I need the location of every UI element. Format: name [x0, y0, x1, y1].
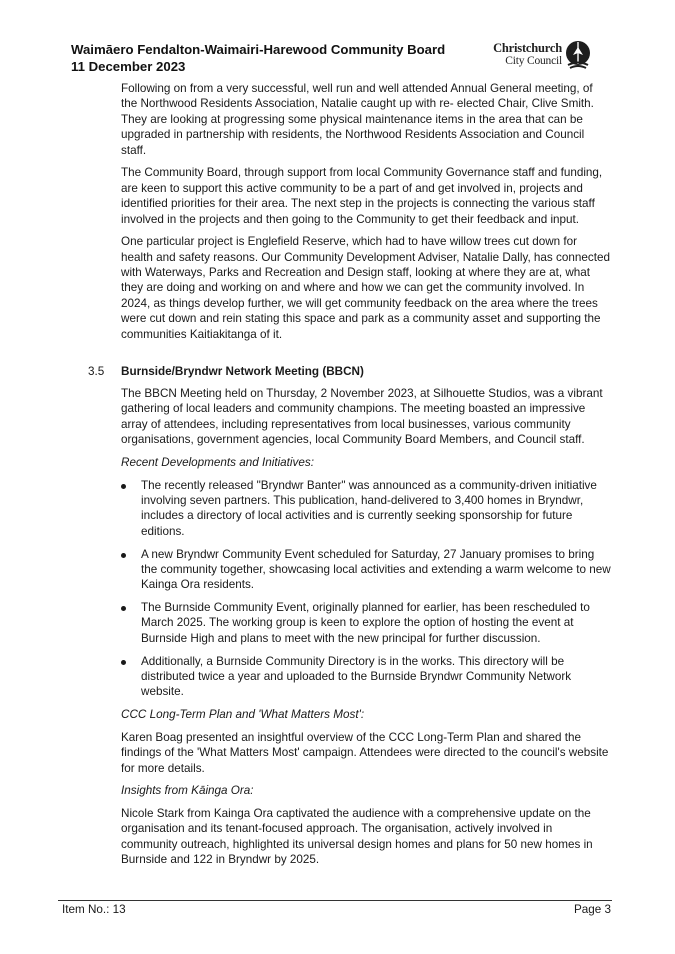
- intro-paragraph-2: The Community Board, through support from local Community Governance staff and funding, are keen to support this active community to be a part of and get involved in, projects and identified priorities for their area. The next step in the projects is connecting the various staff involved in the projects and then going to the Community to get their feedback and input.: [121, 166, 603, 226]
- list-item: [121, 547, 611, 593]
- list-item-text: Additionally, a Burnside Community Directory is in the works. This directory will be distributed twice a year and uploaded to the Burnside Bryndwr Community Network website.: [141, 654, 572, 699]
- page-header: [71, 41, 611, 81]
- long-term-plan-paragraph: Karen Boag presented an insightful overview of the CCC Long-Term Plan and shared the findings of the 'What Matters Most' campaign. Attendees were directed to the council's website for more details.: [121, 730, 609, 775]
- section-title: Burnside/Bryndwr Network Meeting (BBCN): [121, 365, 364, 379]
- intro-paragraph-3: One particular project is Englefield Reserve, which had to have willow trees cut down for health and safety reasons. Our Community Development Adviser, Natalie Dally, has connected with Waterways, Parks and Recreation and Design staff, looking at where they are at, what they are doing and working on and where and how we can get the community involved. In 2024, as things develop further, we will get community feedback on the area where the trees were cut down and rein stating this space and park as a community asset and supporting the communities Kaitiakitanga of it.: [121, 235, 610, 341]
- list-item: [121, 600, 611, 646]
- bullet-icon: [121, 660, 126, 665]
- subheading-long-term-plan: CCC Long-Term Plan and 'What Matters Most':: [121, 708, 365, 722]
- list-item-text: The recently released "Bryndwr Banter" was announced as a community-driven initiative involving seven partners. This publication, hand-delivered to 3,400 homes in Bryndwr, includes a directory of local activities and is currently seeking sponsorship for future editions.: [141, 478, 597, 538]
- bullet-icon: [121, 606, 126, 611]
- footer-divider: [58, 900, 612, 901]
- logo-text: [489, 42, 562, 67]
- council-logo: [489, 42, 599, 72]
- section-number: 3.5: [88, 365, 105, 379]
- council-emblem-icon: [565, 41, 591, 69]
- bullet-icon: [121, 553, 126, 558]
- intro-paragraph-1: Following on from a very successful, well run and well attended Annual General meeting, of the Northwood Residents Association, Natalie caught up with re- elected Chair, Clive Smith. They are looking at progressing some physical maintenance items in the area that can be upgraded in partnership with residents, the Northwood Residents Association and Council staff.: [121, 82, 594, 157]
- subheading-kainga-ora: Insights from Kāinga Ora:: [121, 784, 254, 798]
- bullet-icon: [121, 484, 126, 489]
- list-item: [121, 654, 611, 700]
- list-item: [121, 478, 611, 540]
- logo-line-1: Christchurch: [493, 41, 562, 55]
- document-body: [88, 81, 611, 875]
- list-item-text: The Burnside Community Event, originally planned for earlier, has been rescheduled to March 2025. The working group is keen to explore the option of hosting the event at Burnside High and plans to meet with the new principal for further discussion.: [141, 601, 590, 645]
- list-item-text: A new Bryndwr Community Event scheduled for Saturday, 27 January promises to bring the community together, showcasing local activities and extending a warm welcome to new Kainga Ora residents.: [141, 547, 611, 592]
- logo-line-2: City Council: [505, 55, 562, 67]
- meeting-date: 11 December 2023: [71, 59, 186, 74]
- page-number: Page 3: [573, 903, 611, 916]
- section-heading: [88, 364, 611, 379]
- kainga-ora-paragraph: Nicole Stark from Kainga Ora captivated the audience with a comprehensive update on the organisation and its tenant-focused approach. The organisation, actively involved in community outreach, highlighted its universal design homes and plans for 50 new homes in Burnside and 122 in Bryndwr by 2025.: [121, 807, 593, 867]
- item-number: Item No.: 13: [62, 903, 126, 916]
- developments-list: [121, 478, 611, 700]
- section-intro: The BBCN Meeting held on Thursday, 2 November 2023, at Silhouette Studios, was a vibrant gathering of local leaders and community champions. The meeting boasted an impressive array of attendees, including representatives from local businesses, various community organisations, government agencies, local Community Board Members, and Council staff.: [121, 387, 603, 447]
- subheading-developments: Recent Developments and Initiatives:: [121, 455, 314, 469]
- board-name: Waimāero Fendalton-Waimairi-Harewood Community Board: [71, 42, 446, 57]
